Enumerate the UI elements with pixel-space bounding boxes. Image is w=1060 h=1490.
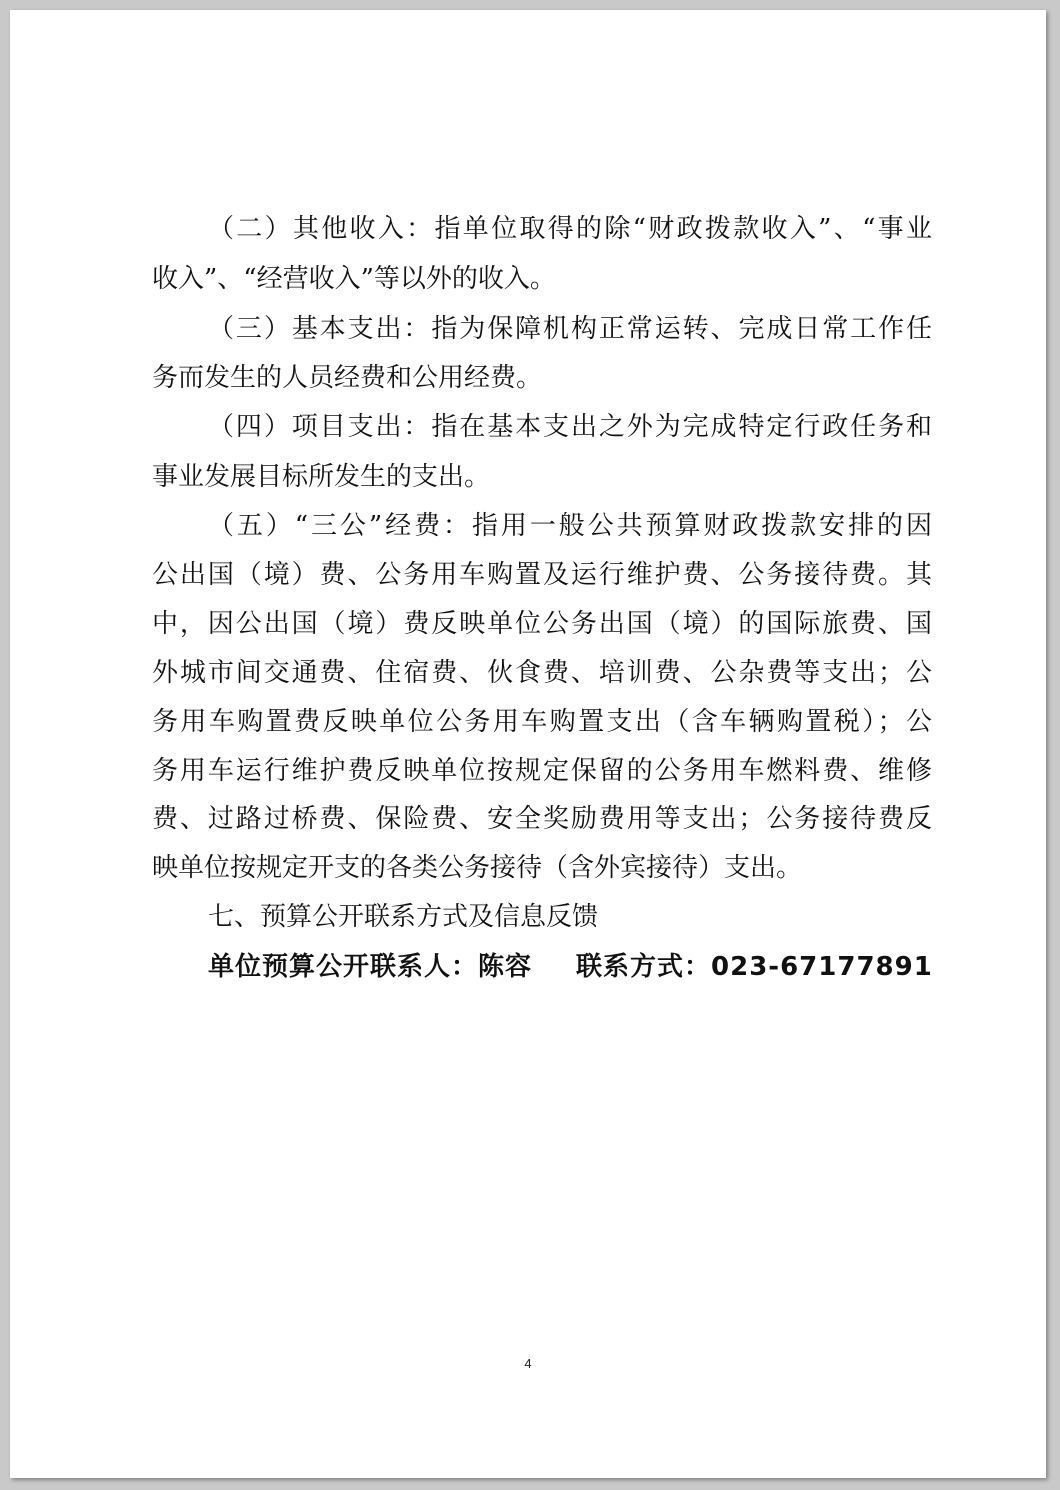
paragraph-three-public-line-3: 中，因公出国（境）费反映单位公务出国（境）的国际旅费、国: [152, 609, 932, 639]
paragraph-three-public-line-7: 费、过路过桥费、保险费、安全奖励费用等支出；公务接待费反: [152, 804, 932, 834]
page-number: 4: [524, 1356, 532, 1371]
paragraph-basic-expenditure-line-2: 务而发生的人员经费和公用经费。: [152, 363, 543, 393]
paragraph-basic-expenditure-line-1: （三）基本支出：指为保障机构正常运转、完成日常工作任: [208, 314, 932, 344]
document-page: [10, 10, 1046, 1478]
contact-line: [208, 950, 932, 984]
paragraph-three-public-line-6: 务用车运行维护费反映单位按规定保留的公务用车燃料费、维修: [152, 756, 932, 786]
contact-person: 单位预算公开联系人：陈容: [208, 952, 533, 982]
paragraph-other-income-line-2: 收入”、“经营收入”等以外的收入。: [152, 264, 556, 294]
paragraph-three-public-line-2: 公出国（境）费、公务用车购置及运行维护费、公务接待费。其: [152, 560, 932, 590]
paragraph-project-expenditure-line-1: （四）项目支出：指在基本支出之外为完成特定行政任务和: [208, 412, 932, 442]
paragraph-three-public-line-4: 外城市间交通费、住宿费、伙食费、培训费、公杂费等支出；公: [152, 658, 932, 688]
paragraph-three-public-line-8: 映单位按规定开支的各类公务接待（含外宾接待）支出。: [152, 853, 803, 883]
paragraph-project-expenditure-line-2: 事业发展目标所发生的支出。: [152, 462, 491, 492]
contact-phone: 联系方式：023-67177891: [576, 952, 933, 982]
paragraph-three-public-line-1: （五）“三公”经费：指用一般公共预算财政拨款安排的因: [208, 511, 932, 541]
paragraph-other-income-line-1: （二）其他收入：指单位取得的除“财政拨款收入”、“事业: [208, 214, 932, 244]
section-7-heading: 七、预算公开联系方式及信息反馈: [208, 902, 599, 932]
paragraph-three-public-line-5: 务用车购置费反映单位公务用车购置支出（含车辆购置税）；公: [152, 707, 932, 737]
